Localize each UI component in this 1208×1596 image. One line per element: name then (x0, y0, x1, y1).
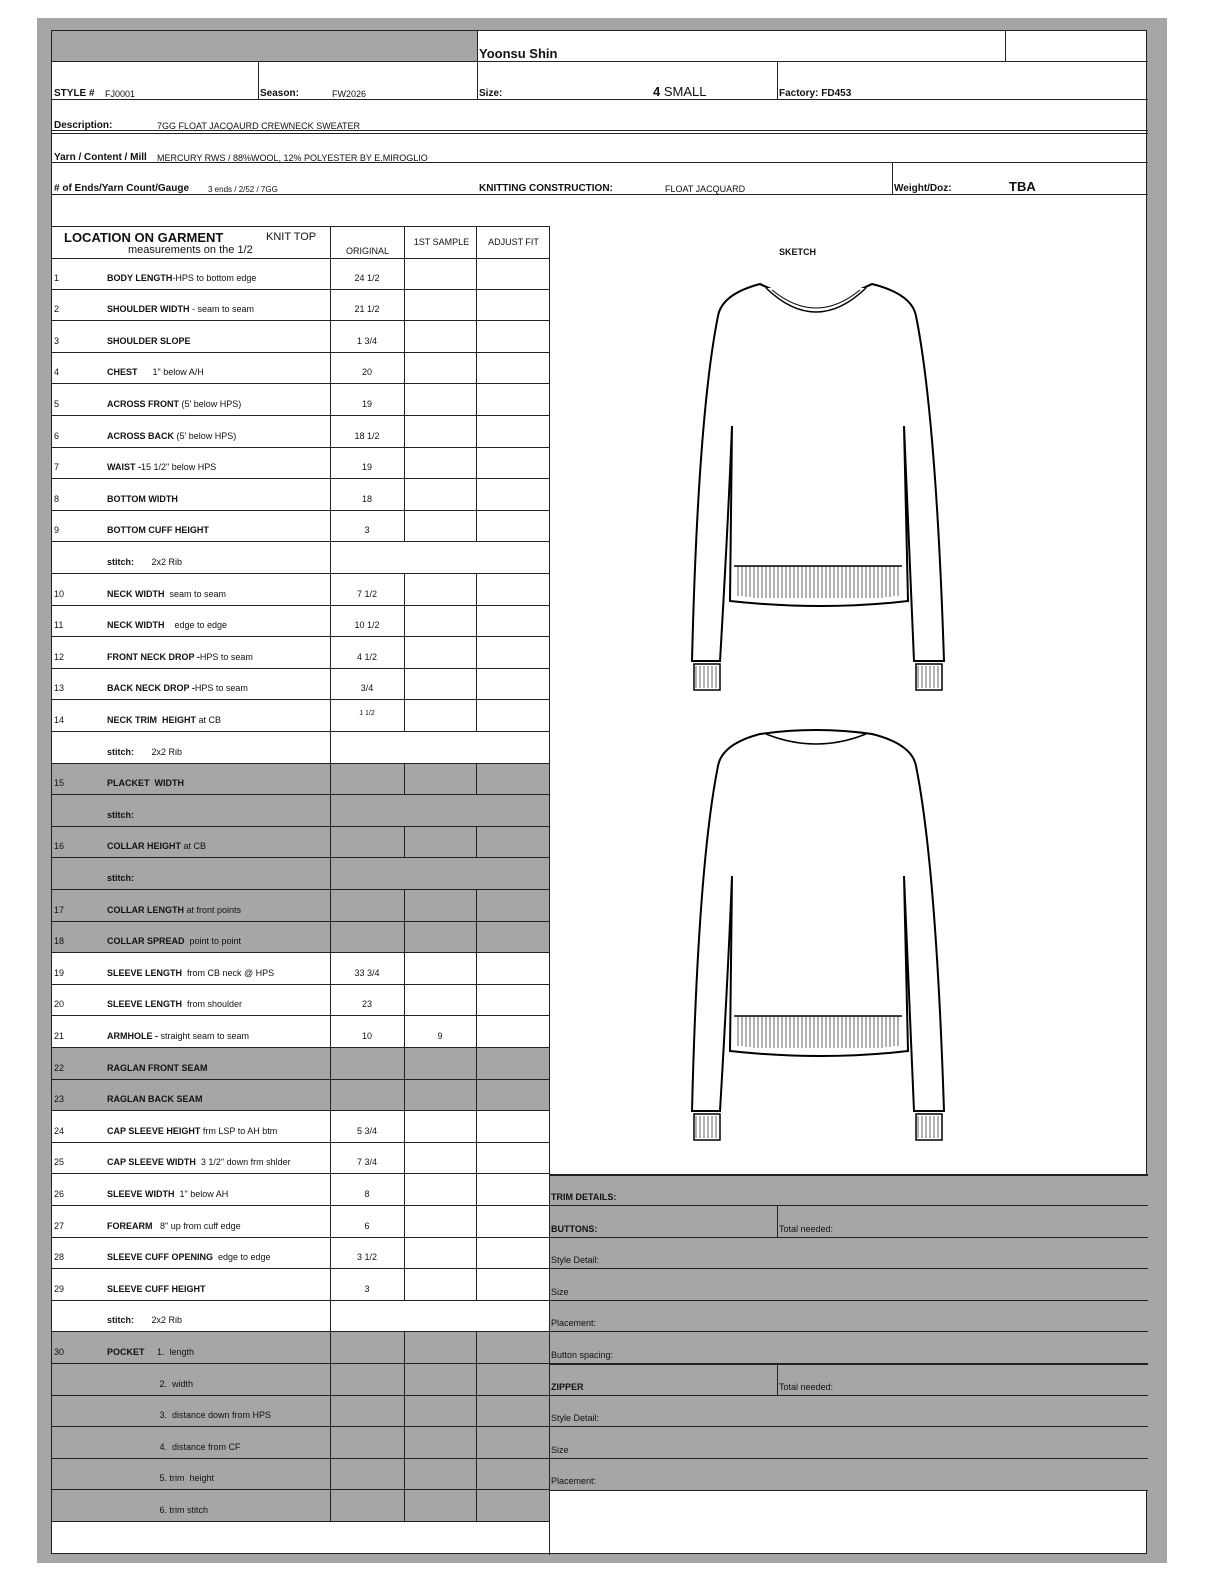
row-label-detail: 2x2 Rib (134, 747, 183, 757)
row-label-bold: SLEEVE LENGTH (107, 999, 183, 1009)
original-value: 23 (361, 999, 372, 1009)
original-value: 5 3/4 (356, 1126, 378, 1136)
row-label-bold: CAP SLEEVE HEIGHT (107, 1126, 201, 1136)
row-label-bold: BACK NECK DROP - (107, 683, 195, 693)
table-row (52, 1080, 549, 1111)
row-number: 19 (54, 968, 65, 978)
row-label-detail: frm LSP to AH btm (200, 1126, 278, 1136)
row-number: 4 (54, 367, 60, 377)
row-label (107, 336, 191, 346)
row-label-bold: stitch: (107, 873, 134, 883)
original-value: 8 (364, 1189, 370, 1199)
row-label (107, 652, 253, 662)
row-label (107, 1157, 291, 1167)
row-label-bold: PLACKET WIDTH (107, 778, 184, 788)
measurement-table (52, 258, 549, 1555)
row-number: 30 (54, 1347, 65, 1357)
season-label: Season: (260, 88, 299, 99)
season-value: FW2026 (332, 89, 367, 99)
row-label (107, 557, 182, 567)
row-label-detail: 2x2 Rib (134, 557, 183, 567)
zipper-size: Size (551, 1445, 569, 1455)
ends-value: 3 ends / 2/52 / 7GG (208, 185, 278, 194)
row-label-detail: -HPS to bottom edge (172, 273, 257, 283)
table-row (52, 606, 549, 637)
row-number: 14 (54, 715, 65, 725)
header-gray-band (52, 31, 477, 61)
row-label-bold: POCKET (107, 1347, 145, 1357)
row-label-detail: 2x2 Rib (134, 1315, 183, 1325)
row-number: 2 (54, 304, 60, 314)
table-row (52, 1269, 549, 1301)
row-label (107, 683, 248, 693)
original-value: 7 3/4 (356, 1157, 378, 1167)
row-label (107, 1189, 228, 1199)
row-label-detail: 15 1/2" below HPS (141, 462, 217, 472)
original-value: 18 1/2 (354, 431, 380, 441)
row-label-bold: SLEEVE WIDTH (107, 1189, 175, 1199)
table-row (52, 384, 549, 416)
row-label-bold: SLEEVE CUFF OPENING (107, 1252, 214, 1262)
row-number: 18 (54, 936, 65, 946)
spec-sheet (51, 30, 1147, 1554)
row-label-bold: stitch: (107, 557, 134, 567)
table-row (52, 890, 549, 922)
yarn-value: MERCURY RWS / 88%WOOL, 12% POLYESTER BY E.MIROGLIO (157, 153, 428, 163)
sweater-sketch-back (682, 726, 952, 1141)
table-title: LOCATION ON GARMENT (64, 230, 224, 245)
row-label (107, 778, 184, 788)
row-label-bold: NECK WIDTH (107, 620, 165, 630)
row-label-detail: edge to edge (164, 620, 228, 630)
row-number: 6 (54, 431, 60, 441)
row-number: 23 (54, 1094, 65, 1104)
row-label (107, 1410, 271, 1420)
row-label (107, 873, 134, 883)
row-label-detail: 2. width (107, 1379, 194, 1389)
col-original: ORIGINAL (345, 246, 389, 256)
table-row (52, 858, 549, 890)
row-label (107, 968, 274, 978)
row-number: 11 (54, 620, 64, 630)
row-label (107, 273, 256, 283)
row-label-bold: SLEEVE CUFF HEIGHT (107, 1284, 206, 1294)
row-label (107, 1221, 241, 1231)
row-label-bold: WAIST - (107, 462, 141, 472)
table-row (52, 922, 549, 953)
original-value: 1 1/2 (359, 710, 375, 717)
table-row (52, 1238, 549, 1269)
col-adjust-fit: ADJUST FIT (488, 237, 539, 247)
knitting-value: FLOAT JACQUARD (665, 184, 746, 194)
original-value: 19 (361, 399, 372, 409)
factory-label: Factory: FD453 (779, 88, 852, 99)
weight-value: TBA (1009, 179, 1036, 194)
knitting-label: KNITTING CONSTRUCTION: (479, 183, 613, 194)
row-label (107, 1284, 206, 1294)
size-label: Size: (479, 88, 503, 99)
row-label (107, 1347, 194, 1357)
row-label-detail: seam to seam (164, 589, 227, 599)
original-value: 1 3/4 (356, 336, 378, 346)
row-label-detail: HPS to seam (199, 652, 253, 662)
row-label-bold: stitch: (107, 810, 134, 820)
row-label-detail: straight seam to seam (158, 1031, 250, 1041)
row-label-bold: ACROSS FRONT (107, 399, 179, 409)
row-label-detail: - seam to seam (189, 304, 255, 314)
table-row (52, 1206, 549, 1238)
row-label-detail: 8" up from cuff edge (152, 1221, 241, 1231)
row-number: 25 (54, 1157, 65, 1167)
row-label (107, 905, 241, 915)
row-number: 24 (54, 1126, 65, 1136)
row-label-detail: 4. distance from CF (107, 1442, 241, 1452)
style-value: FJ0001 (105, 89, 136, 99)
table-row (52, 321, 549, 353)
row-number: 3 (54, 336, 60, 346)
row-label (107, 462, 216, 472)
row-number: 1 (54, 273, 60, 283)
row-number: 20 (54, 999, 65, 1009)
table-row (52, 1332, 549, 1364)
original-value: 3 (364, 1284, 370, 1294)
row-label-bold: FOREARM (107, 1221, 153, 1231)
row-label-bold: stitch: (107, 1315, 134, 1325)
table-row (52, 1111, 549, 1143)
table-row (52, 637, 549, 669)
row-label-bold: BOTTOM WIDTH (107, 494, 178, 504)
table-row (52, 1427, 549, 1459)
row-number: 10 (54, 589, 65, 599)
table-row (52, 953, 549, 985)
row-label (107, 1031, 249, 1041)
original-value: 24 1/2 (354, 273, 380, 283)
row-label (107, 431, 236, 441)
row-label-bold: COLLAR LENGTH (107, 905, 184, 915)
row-label-bold: NECK WIDTH (107, 589, 165, 599)
row-label-detail: from CB neck @ HPS (182, 968, 275, 978)
row-label-detail: point to point (184, 936, 242, 946)
row-label (107, 841, 206, 851)
row-label-detail: at CB (196, 715, 222, 725)
row-label (107, 1315, 182, 1325)
row-label-bold: ACROSS BACK (107, 431, 175, 441)
table-row (52, 574, 549, 606)
table-row (52, 827, 549, 858)
original-value: 6 (364, 1221, 370, 1231)
buttons-style-detail: Style Detail: (551, 1255, 600, 1265)
row-label (107, 620, 227, 630)
yarn-label: Yarn / Content / Mill (54, 152, 147, 163)
style-label: STYLE # (54, 88, 95, 99)
row-label (107, 1442, 241, 1452)
table-row (52, 1016, 549, 1048)
table-row (52, 1048, 549, 1080)
col-1st-sample: 1ST SAMPLE (413, 237, 470, 247)
sketch-label: SKETCH (779, 247, 817, 257)
first-sample-value: 9 (437, 1031, 443, 1041)
table-row (52, 258, 549, 290)
table-row (52, 732, 549, 764)
ends-label: # of Ends/Yarn Count/Gauge (54, 183, 190, 194)
original-value: 4 1/2 (356, 652, 378, 662)
table-row (52, 1364, 549, 1396)
table-row (52, 669, 549, 700)
buttons-size: Size (551, 1287, 569, 1297)
description-value: 7GG FLOAT JACQAURD CREWNECK SWEATER (157, 121, 361, 131)
description-label: Description: (54, 120, 113, 131)
row-label (107, 1063, 208, 1073)
table-row (52, 795, 549, 827)
row-label (107, 494, 178, 504)
original-value: 20 (361, 367, 372, 377)
row-number: 7 (54, 462, 60, 472)
zipper-label: ZIPPER (551, 1382, 584, 1392)
original-value: 3 1/2 (356, 1252, 378, 1262)
table-row (52, 290, 549, 321)
original-value: 7 1/2 (356, 589, 378, 599)
row-label (107, 525, 209, 535)
table-row (52, 985, 549, 1016)
row-label-bold: SHOULDER WIDTH (107, 304, 190, 314)
row-number: 21 (54, 1031, 65, 1041)
table-subtitle: measurements on the 1/2 (128, 244, 253, 256)
row-label (107, 589, 226, 599)
trim-details-title: TRIM DETAILS: (551, 1192, 617, 1202)
row-number: 12 (54, 652, 65, 662)
original-value: 19 (361, 462, 372, 472)
original-value: 18 (361, 494, 372, 504)
original-value: 33 3/4 (354, 968, 380, 978)
row-label (107, 367, 204, 377)
row-label-bold: FRONT NECK DROP - (107, 652, 200, 662)
button-spacing: Button spacing: (551, 1350, 614, 1360)
row-label-detail: 1. length (144, 1347, 195, 1357)
row-number: 15 (54, 778, 65, 788)
row-label-bold: NECK TRIM HEIGHT (107, 715, 196, 725)
row-label-detail: 3 1/2" down frm shlder (195, 1157, 291, 1167)
row-label-bold: CAP SLEEVE WIDTH (107, 1157, 196, 1167)
buttons-placement: Placement: (551, 1318, 597, 1328)
row-label-detail: (5' below HPS) (174, 431, 237, 441)
row-label-bold: SLEEVE LENGTH (107, 968, 183, 978)
table-row (52, 353, 549, 384)
row-label-detail: 5. trim height (107, 1473, 215, 1483)
row-label (107, 1379, 193, 1389)
row-label (107, 304, 254, 314)
knit-top-label: KNIT TOP (266, 231, 317, 243)
row-label-bold: BODY LENGTH (107, 273, 173, 283)
row-number: 28 (54, 1252, 65, 1262)
row-label-bold: RAGLAN BACK SEAM (107, 1094, 203, 1104)
row-label (107, 399, 241, 409)
row-number: 27 (54, 1221, 65, 1231)
row-label (107, 999, 242, 1009)
table-row (52, 1396, 549, 1427)
row-label-detail: 1" below A/H (137, 367, 204, 377)
table-row (52, 448, 549, 479)
zipper-placement: Placement: (551, 1476, 597, 1486)
table-row (52, 1490, 549, 1522)
row-number: 29 (54, 1284, 65, 1294)
table-row (52, 1301, 549, 1332)
original-value: 10 1/2 (354, 620, 380, 630)
row-label-detail: edge to edge (213, 1252, 271, 1262)
row-label-bold: CHEST (107, 367, 138, 377)
row-number: 17 (54, 905, 65, 915)
table-row (52, 700, 549, 732)
row-label-detail: 3. distance down from HPS (107, 1410, 272, 1420)
row-label (107, 810, 134, 820)
row-label-detail: at front points (184, 905, 242, 915)
table-row (52, 764, 549, 795)
row-label-detail: at CB (181, 841, 207, 851)
row-label-detail: 6. trim stitch (107, 1505, 209, 1515)
row-label-bold: RAGLAN FRONT SEAM (107, 1063, 208, 1073)
row-label (107, 1505, 208, 1515)
row-number: 13 (54, 683, 65, 693)
row-label-detail: 1" below AH (174, 1189, 229, 1199)
original-value: 3 (364, 525, 370, 535)
table-row (52, 416, 549, 448)
buttons-label: BUTTONS: (551, 1224, 598, 1234)
row-number: 5 (54, 399, 60, 409)
row-label (107, 715, 221, 725)
row-label (107, 1126, 277, 1136)
weight-label: Weight/Doz: (894, 183, 952, 194)
zipper-total-needed: Total needed: (779, 1382, 834, 1392)
sweater-sketch-front (682, 276, 952, 691)
table-row (52, 1459, 549, 1490)
row-label-detail: HPS to seam (194, 683, 248, 693)
row-label (107, 1473, 214, 1483)
row-label-bold: COLLAR HEIGHT (107, 841, 181, 851)
table-row (52, 1174, 549, 1206)
row-number: 8 (54, 494, 60, 504)
original-value: 3/4 (360, 683, 374, 693)
trim-details-panel (549, 1174, 1148, 1490)
row-label-bold: ARMHOLE - (107, 1031, 158, 1041)
buttons-total-needed: Total needed: (779, 1224, 834, 1234)
size-value: 4 SMALL (653, 84, 707, 99)
table-row (52, 511, 549, 542)
row-label (107, 747, 182, 757)
row-label-bold: COLLAR SPREAD (107, 936, 185, 946)
zipper-style-detail: Style Detail: (551, 1413, 600, 1423)
table-row (52, 1143, 549, 1174)
row-label-bold: SHOULDER SLOPE (107, 336, 191, 346)
row-number: 22 (54, 1063, 65, 1073)
designer-name: Yoonsu Shin (479, 46, 558, 61)
row-number: 16 (54, 841, 65, 851)
row-label-bold: BOTTOM CUFF HEIGHT (107, 525, 209, 535)
row-label (107, 1252, 271, 1262)
row-label-detail: (5' below HPS) (179, 399, 242, 409)
table-row (52, 542, 549, 574)
original-value: 10 (361, 1031, 372, 1041)
row-label-detail: from shoulder (182, 999, 243, 1009)
row-label-bold: stitch: (107, 747, 134, 757)
row-label (107, 1094, 203, 1104)
table-row (52, 479, 549, 511)
row-label (107, 936, 241, 946)
row-number: 26 (54, 1189, 65, 1199)
original-value: 21 1/2 (354, 304, 380, 314)
row-number: 9 (54, 525, 60, 535)
